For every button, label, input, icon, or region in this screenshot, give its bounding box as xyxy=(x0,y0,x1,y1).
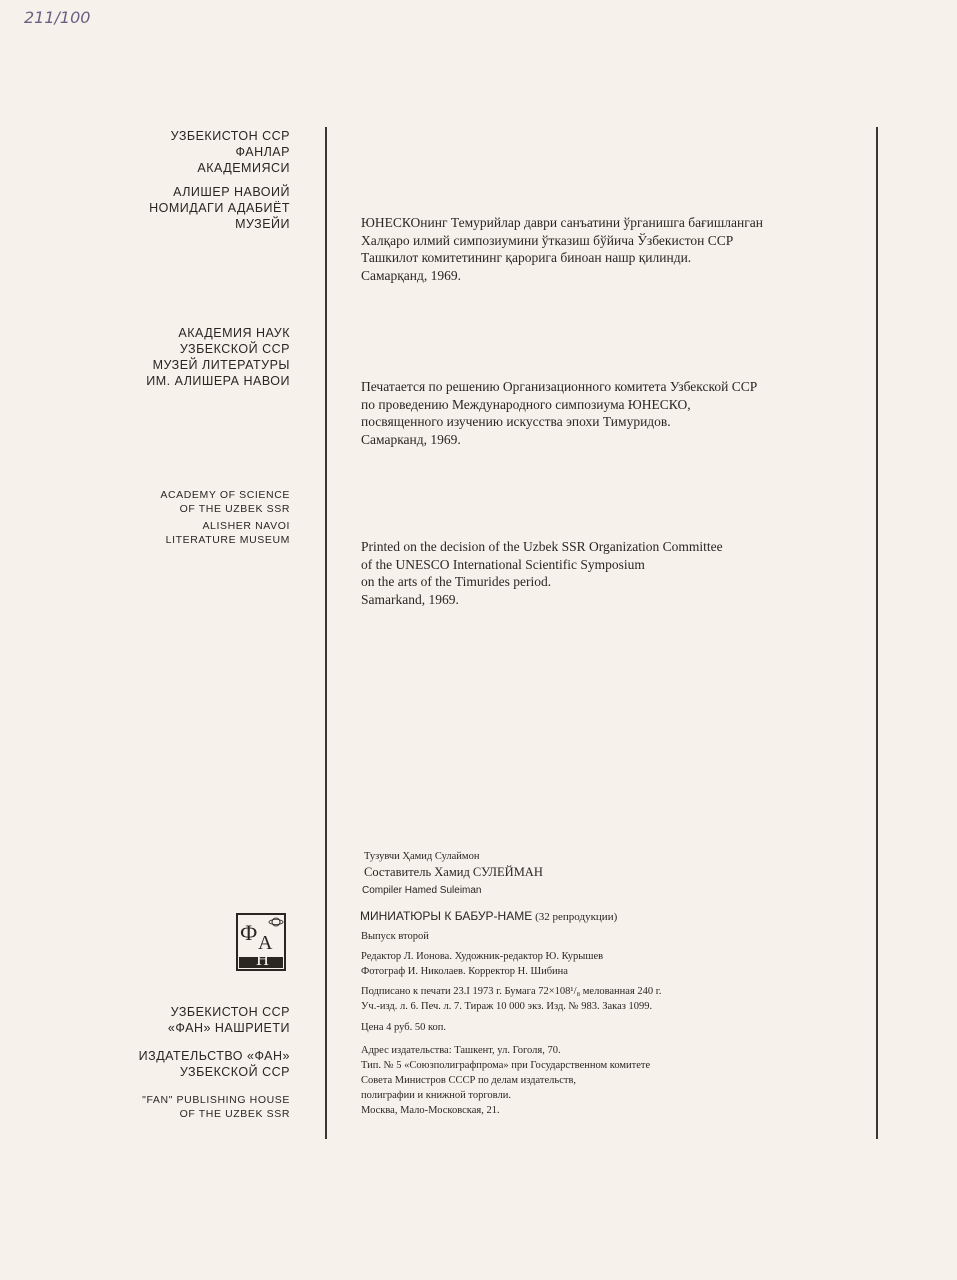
publisher-ru-block xyxy=(139,1048,290,1080)
editors-line: Редактор Л. Ионова. Художник-редактор Ю. Курышев xyxy=(361,951,604,962)
uz-imprint-line: ЮНЕСКОнинг Темурийлар даври санъатини ўрганишга бағишланган xyxy=(361,215,763,230)
en-academy-line: LITERATURE MUSEUM xyxy=(165,534,290,546)
address-line: Москва, Мало-Московская, 21. xyxy=(361,1105,500,1116)
uz-academy-line: АКАДЕМИЯСИ xyxy=(197,161,290,175)
publisher-en-line: "FAN" PUBLISHING HOUSE xyxy=(142,1094,290,1106)
ru-imprint-line: по проведению Международного симпозиума ЮНЕСКО, xyxy=(361,396,691,412)
en-academy-line: OF THE UZBEK SSR xyxy=(179,503,290,515)
editors-block xyxy=(361,949,603,979)
publisher-uz-line: УЗБЕКИСТОН ССР xyxy=(170,1005,290,1019)
ru-academy-line: АКАДЕМИЯ НАУК xyxy=(178,326,290,340)
en-imprint-line: on the arts of the Timurides period. xyxy=(361,574,552,589)
svg-text:А: А xyxy=(258,932,273,954)
uz-museum-line: МУЗЕЙИ xyxy=(235,217,290,231)
en-imprint-line: Samarkand, 1969. xyxy=(361,591,459,607)
address-line: полиграфии и книжной торговли. xyxy=(361,1090,511,1101)
uz-imprint-line: Халқаро илмий симпозиумини ўтказиш бўйича Ўзбекистон ССР xyxy=(361,232,734,248)
uz-academy-line: УЗБЕКИСТОН ССР xyxy=(170,129,290,143)
uz-academy-line: ФАНЛАР xyxy=(235,145,290,159)
publisher-uz-line: «ФАН» НАШРИЕТИ xyxy=(167,1021,290,1035)
compiler-uz: Тузувчи Ҳамид Сулаймон xyxy=(364,851,480,862)
book-title-line xyxy=(360,909,617,925)
book-title: МИНИАТЮРЫ К БАБУР-НАМЕ xyxy=(360,909,533,923)
ru-imprint-line: Самарканд, 1969. xyxy=(361,431,461,447)
en-academy-block xyxy=(160,488,290,547)
print-info-block xyxy=(361,984,662,1014)
print-info-line: Подписано к печати 23.I 1973 г. Бумага 72×108¹/₈ мелованная 240 г. xyxy=(361,986,662,997)
uz-imprint-text xyxy=(361,214,763,284)
ru-imprint-line: посвященного изучению искусства эпохи Тимуридов. xyxy=(361,414,671,429)
editors-line: Фотограф И. Николаев. Корректор Н. Шибина xyxy=(361,966,568,977)
ru-imprint-line: Печатается по решению Организационного комитета Узбекской ССР xyxy=(361,379,758,394)
en-academy-line: ALISHER NAVOI xyxy=(202,520,290,532)
publisher-en-line: OF THE UZBEK SSR xyxy=(179,1108,290,1120)
ru-academy-line: МУЗЕЙ ЛИТЕРАТУРЫ xyxy=(152,358,290,372)
svg-text:Н: Н xyxy=(256,949,269,969)
publisher-ru-line: УЗБЕКСКОЙ ССР xyxy=(179,1065,290,1079)
publisher-en-block xyxy=(142,1093,290,1121)
address-line: Адрес издательства: Ташкент, ул. Гоголя, 70. xyxy=(361,1045,561,1056)
fan-publisher-logo xyxy=(236,913,286,971)
compiler-en: Compiler Hamed Suleiman xyxy=(362,885,482,896)
uz-imprint-line: Ташкилот комитетининг қарорига биноан нашр қилинди. xyxy=(361,250,692,265)
handwritten-inventory-note: 211/100 xyxy=(24,8,91,27)
left-vertical-rule xyxy=(325,127,327,1139)
book-title-note: (32 репродукции) xyxy=(535,911,618,923)
en-academy-line: ACADEMY OF SCIENCE xyxy=(160,489,290,501)
en-imprint-line: Printed on the decision of the Uzbek SSR Organization Committee xyxy=(361,539,723,554)
uz-museum-line: НОМИДАГИ АДАБИЁТ xyxy=(149,201,290,215)
publisher-ru-line: ИЗДАТЕЛЬСТВО «ФАН» xyxy=(138,1049,290,1063)
en-imprint-line: of the UNESCO International Scientific Symposium xyxy=(361,556,645,572)
compiler-ru: Составитель Хамид СУЛЕЙМАН xyxy=(364,865,543,879)
uz-academy-block xyxy=(149,128,290,232)
address-line: Тип. № 5 «Союзполиграфпрома» при Государственном комитете xyxy=(361,1060,651,1071)
print-info-line: Уч.-изд. л. 6. Печ. л. 7. Тираж 10 000 экз. Изд. № 983. Заказ 1099. xyxy=(361,1001,653,1012)
uz-museum-line: АЛИШЕР НАВОИЙ xyxy=(173,185,290,199)
right-vertical-rule xyxy=(876,127,878,1139)
ru-academy-block xyxy=(146,325,290,389)
address-block xyxy=(361,1043,650,1118)
svg-text:Ф: Ф xyxy=(240,920,258,945)
ru-academy-line: УЗБЕКСКОЙ ССР xyxy=(179,342,290,356)
ru-academy-line: ИМ. АЛИШЕРА НАВОИ xyxy=(146,374,290,388)
uz-imprint-line: Самарқанд, 1969. xyxy=(361,267,461,283)
en-imprint-text xyxy=(361,538,723,608)
issue-number: Выпуск второй xyxy=(361,931,429,942)
publisher-uz-block xyxy=(168,1004,290,1036)
price: Цена 4 руб. 50 коп. xyxy=(361,1022,447,1033)
ru-imprint-text xyxy=(361,378,757,448)
address-line: Совета Министров СССР по делам издательств, xyxy=(361,1075,577,1086)
